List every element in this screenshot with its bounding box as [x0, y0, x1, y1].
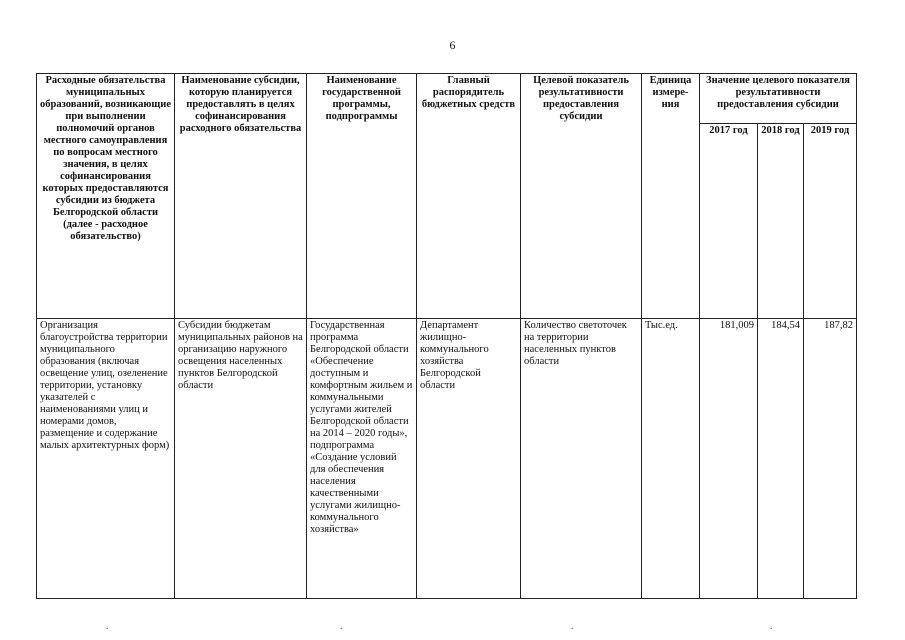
page-number: 6	[449, 38, 456, 52]
header-target-indicator: Целевой показатель результативности предоставления субсидии	[521, 74, 642, 319]
cell-program: Государственная программа Белгородской области «Обеспечение доступным и комфортным жильем и коммунальными услугами жителей Белгородской области на 2014 – 2020 годы», подпрограмма «Создание условий для обеспечения населения качественными услугами жилищно-коммунального хозяйства»	[307, 319, 417, 599]
footer-mark: .	[770, 621, 773, 632]
cell-value-2017: 181,009	[700, 319, 758, 599]
cell-value-2018: 184,54	[758, 319, 804, 599]
header-obligations: Расходные обязательства муниципальных образований, возникающие при выполнении полномочий органов местного самоуправления по вопросам местного значения, в целях софинансирования которых предоставляются субсидии из бюджета Белгородской области (далее - расходное обязательство)	[37, 74, 175, 319]
header-indicator-value: Значение целевого показателя результативности предоставления субсидии	[700, 74, 857, 124]
header-subsidy-name: Наименование субсидии, которую планируется предоставлять в целях софинансирования расходного обязательства	[175, 74, 307, 319]
cell-budget-manager: Департамент жилищно-коммунального хозяйства Белгородской области	[417, 319, 521, 599]
subsidy-table	[36, 73, 857, 599]
header-unit: Единица измере-ния	[642, 74, 700, 319]
table-row	[37, 319, 857, 599]
header-year-2018: 2018 год	[758, 124, 804, 319]
header-program: Наименование государственной программы, подпрограммы	[307, 74, 417, 319]
footer-mark: .	[106, 621, 109, 632]
cell-obligation: Организация благоустройства территории муниципального образования (включая освещение улиц, озеленение территории, установку указателей с наименованиями улиц и номерами домов, размещение и содержание малых архитектурных форм)	[37, 319, 175, 599]
header-year-2017: 2017 год	[700, 124, 758, 319]
header-row	[37, 74, 857, 124]
header-budget-manager: Главный распорядитель бюджетных средств	[417, 74, 521, 319]
cell-target-indicator: Количество светоточек на территории населенных пунктов области	[521, 319, 642, 599]
footer-mark: .	[571, 621, 574, 632]
header-year-2019: 2019 год	[804, 124, 857, 319]
footer-mark: .	[340, 621, 343, 632]
cell-value-2019: 187,82	[804, 319, 857, 599]
cell-unit: Тыс.ед.	[642, 319, 700, 599]
cell-subsidy-name: Субсидии бюджетам муниципальных районов на организацию наружного освещения населенных пунктов Белгородской области	[175, 319, 307, 599]
